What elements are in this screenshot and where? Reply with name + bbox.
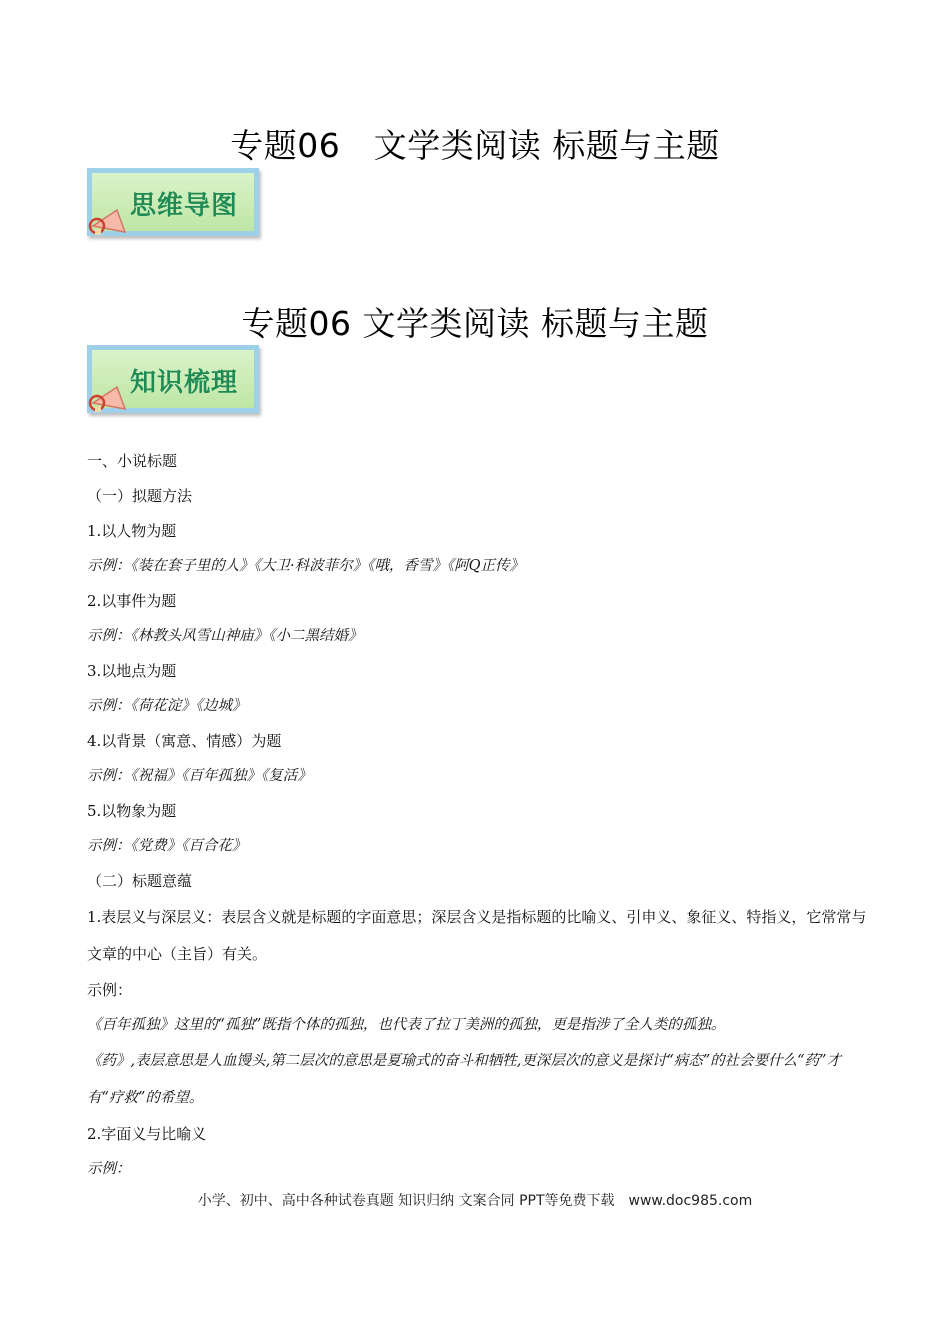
item-object: 5.以物象为题 <box>87 802 177 820</box>
example-label: 示例： <box>87 981 133 999</box>
example-label: 示例： <box>87 1161 131 1177</box>
item-character: 1.以人物为题 <box>87 522 177 540</box>
subheading-method: （一）拟题方法 <box>87 487 193 505</box>
item-background: 4.以背景（寓意、情感）为题 <box>87 732 282 750</box>
mind-map-badge <box>87 168 259 236</box>
item-event: 2.以事件为题 <box>87 592 177 610</box>
example-line: 示例：《祝福》《百年孤独》《复活》 <box>87 768 312 784</box>
item-literal-metaphor: 2.字面义与比喻义 <box>87 1125 207 1143</box>
content-body <box>87 444 877 1187</box>
example-line: 示例：《林教头风雪山神庙》《小二黑结婚》 <box>87 628 363 644</box>
subheading-meaning: （二）标题意蕴 <box>87 872 193 890</box>
section-title: 专题06 文学类阅读 标题与主题 <box>241 304 709 343</box>
footer-text: 小学、初中、高中各种试卷真题 知识归纳 文案合同 PPT等免费下载 www.doc985.com <box>197 1193 753 1209</box>
paragraph-surface-deep: 1.表层义与深层义：表层含义就是标题的字面意思；深层含义是指标题的比喻义、引申义、象征义、特指义，它常常与文章的中心（主旨）有关。 <box>87 908 867 963</box>
speaker-icon <box>87 373 131 413</box>
heading-novel-title: 一、小说标题 <box>87 452 178 470</box>
example-line: 示例：《党费》《百合花》 <box>87 838 247 854</box>
speaker-icon <box>87 196 131 236</box>
example-text: 《药》,表层意思是人血馒头,第二层次的意思是夏瑜式的奋斗和牺牲,更深层次的意义是探讨“病态”的社会要什么“药”才有“疗救”的希望。 <box>87 1053 841 1106</box>
badge-label: 思维导图 <box>130 191 239 221</box>
item-place: 3.以地点为题 <box>87 662 177 680</box>
badge-label: 知识梳理 <box>130 368 239 398</box>
document-title: 专题06 文学类阅读 标题与主题 <box>230 126 720 165</box>
example-text: 《百年孤独》这里的“孤独”既指个体的孤独，也代表了拉丁美洲的孤独，更是指涉了全人类的孤独。 <box>87 1017 726 1033</box>
knowledge-badge <box>87 345 259 413</box>
example-line: 示例：《装在套子里的人》《大卫·科波菲尔》《哦，香雪》《阿Q正传》 <box>87 558 524 574</box>
example-line: 示例：《荷花淀》《边城》 <box>87 698 247 714</box>
